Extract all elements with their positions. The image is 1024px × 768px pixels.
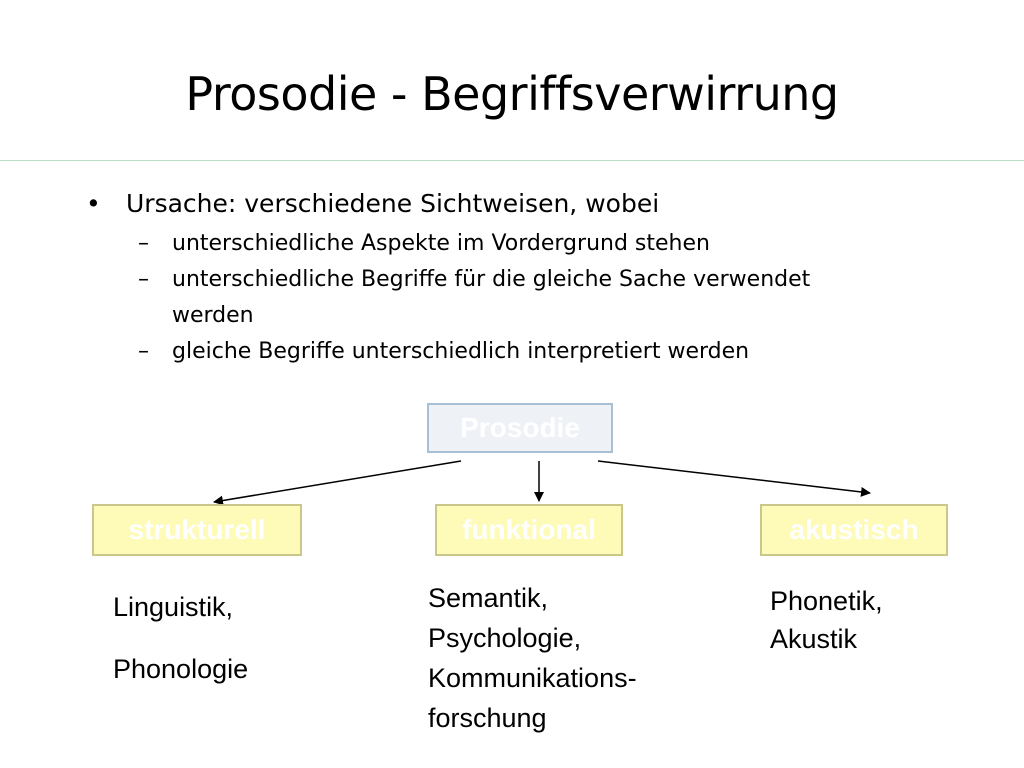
arrow-to-akustisch (598, 461, 870, 493)
caption-line: Psychologie, (428, 623, 582, 653)
caption-line: Kommunikations- (428, 663, 637, 693)
slide-title: Prosodie - Begriffsverwirrung (185, 67, 839, 121)
sub-bullet-text: unterschiedliche Begriffe für die gleiche Sache verwendet werden (172, 267, 811, 328)
caption-funktional (428, 578, 637, 738)
sub-bullet-dash: – (138, 231, 149, 256)
caption-line: Phonologie (113, 654, 249, 684)
branch-box-strukturell: strukturell (92, 504, 302, 556)
sub-bullet-text: gleiche Begriffe unterschiedlich interpretiert werden (172, 339, 750, 364)
caption-line: Linguistik, (113, 592, 234, 622)
caption-line: forschung (428, 703, 547, 733)
caption-line: Semantik, (428, 583, 549, 613)
sub-bullet-dash: – (138, 339, 149, 364)
branch-box-akustisch: akustisch (760, 504, 948, 556)
caption-line: Phonetik, (770, 586, 883, 616)
bullet-main-text: Ursache: verschiedene Sichtweisen, wobei (126, 189, 660, 218)
caption-line: Akustik (770, 624, 858, 654)
caption-strukturell (113, 592, 248, 684)
arrow-to-strukturell (214, 461, 461, 502)
sub-bullet-dash: – (138, 267, 149, 292)
caption-akustisch (770, 582, 883, 658)
branch-box-funktional: funktional (435, 504, 623, 556)
bullet-dot: • (86, 189, 101, 218)
sub-bullet-text: unterschiedliche Aspekte im Vordergrund stehen (172, 231, 710, 256)
root-box-prosodie: Prosodie (427, 403, 613, 453)
